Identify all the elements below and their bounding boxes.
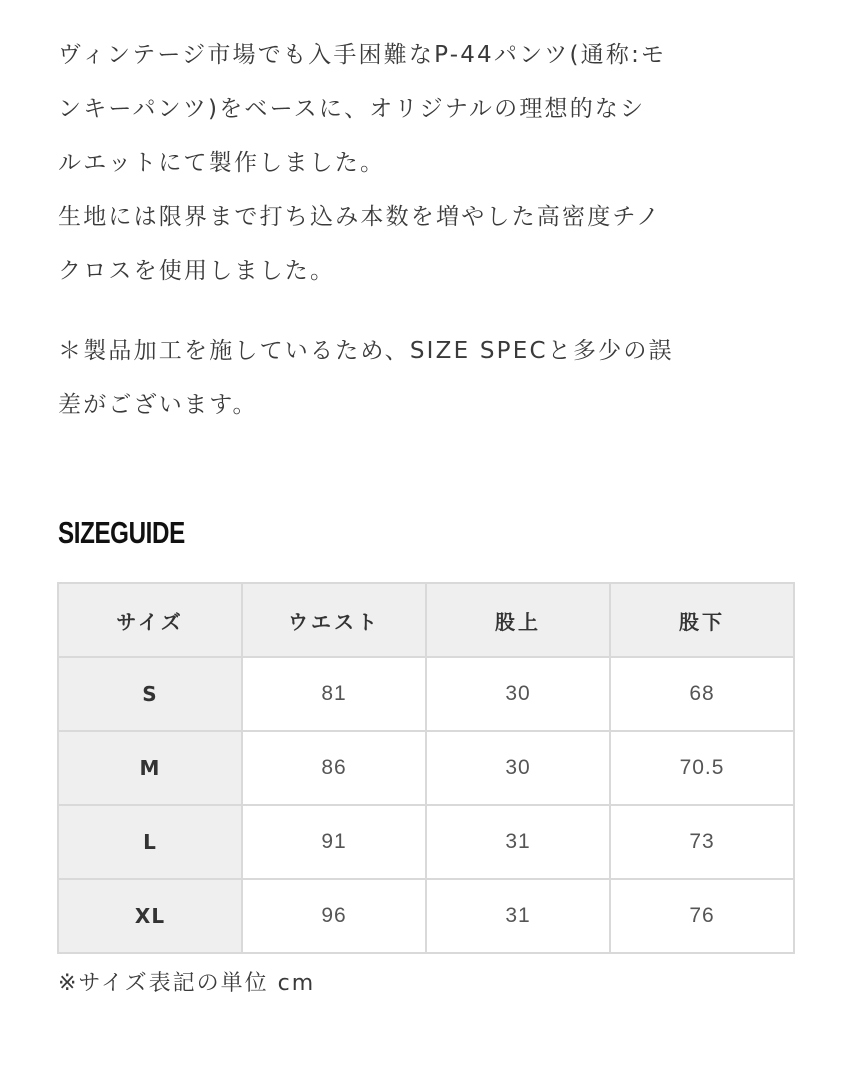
size-cell: XL [58,879,242,953]
processing-note-line: ＊製品加工を施しているため、SIZE SPECと多少の誤 [58,338,674,364]
size-cell: M [58,731,242,805]
size-cell: L [58,805,242,879]
size-guide-table [57,582,795,954]
size-cell: S [58,657,242,731]
inseam-cell: 73 [610,805,794,879]
inseam-cell: 70.5 [610,731,794,805]
description-line: クロスを使用しました。 [58,258,336,284]
description-line: ヴィンテージ市場でも入手困難なP-44パンツ(通称:モ [58,42,667,68]
waist-cell: 81 [242,657,426,731]
header-size: サイズ [58,583,242,657]
table-row [58,805,794,879]
inseam-cell: 76 [610,879,794,953]
description-line: 生地には限界まで打ち込み本数を増やした高密度チノ [58,204,662,230]
rise-cell: 30 [426,657,610,731]
rise-cell: 30 [426,731,610,805]
waist-cell: 91 [242,805,426,879]
rise-cell: 31 [426,879,610,953]
waist-cell: 86 [242,731,426,805]
waist-cell: 96 [242,879,426,953]
table-row [58,731,794,805]
table-header-row [58,583,794,657]
header-rise: 股上 [426,583,610,657]
unit-note: ※サイズ表記の単位 cm [58,971,316,996]
header-waist: ウエスト [242,583,426,657]
rise-cell: 31 [426,805,610,879]
processing-note-line: 差がございます。 [58,392,258,418]
description-line: ンキーパンツ)をベースに、オリジナルの理想的なシ [58,96,646,122]
description-line: ルエットにて製作しました。 [58,150,386,176]
header-inseam: 股下 [610,583,794,657]
size-guide-title: SIZEGUIDE [58,515,185,550]
table-row [58,657,794,731]
inseam-cell: 68 [610,657,794,731]
table-row [58,879,794,953]
product-description [58,28,798,432]
